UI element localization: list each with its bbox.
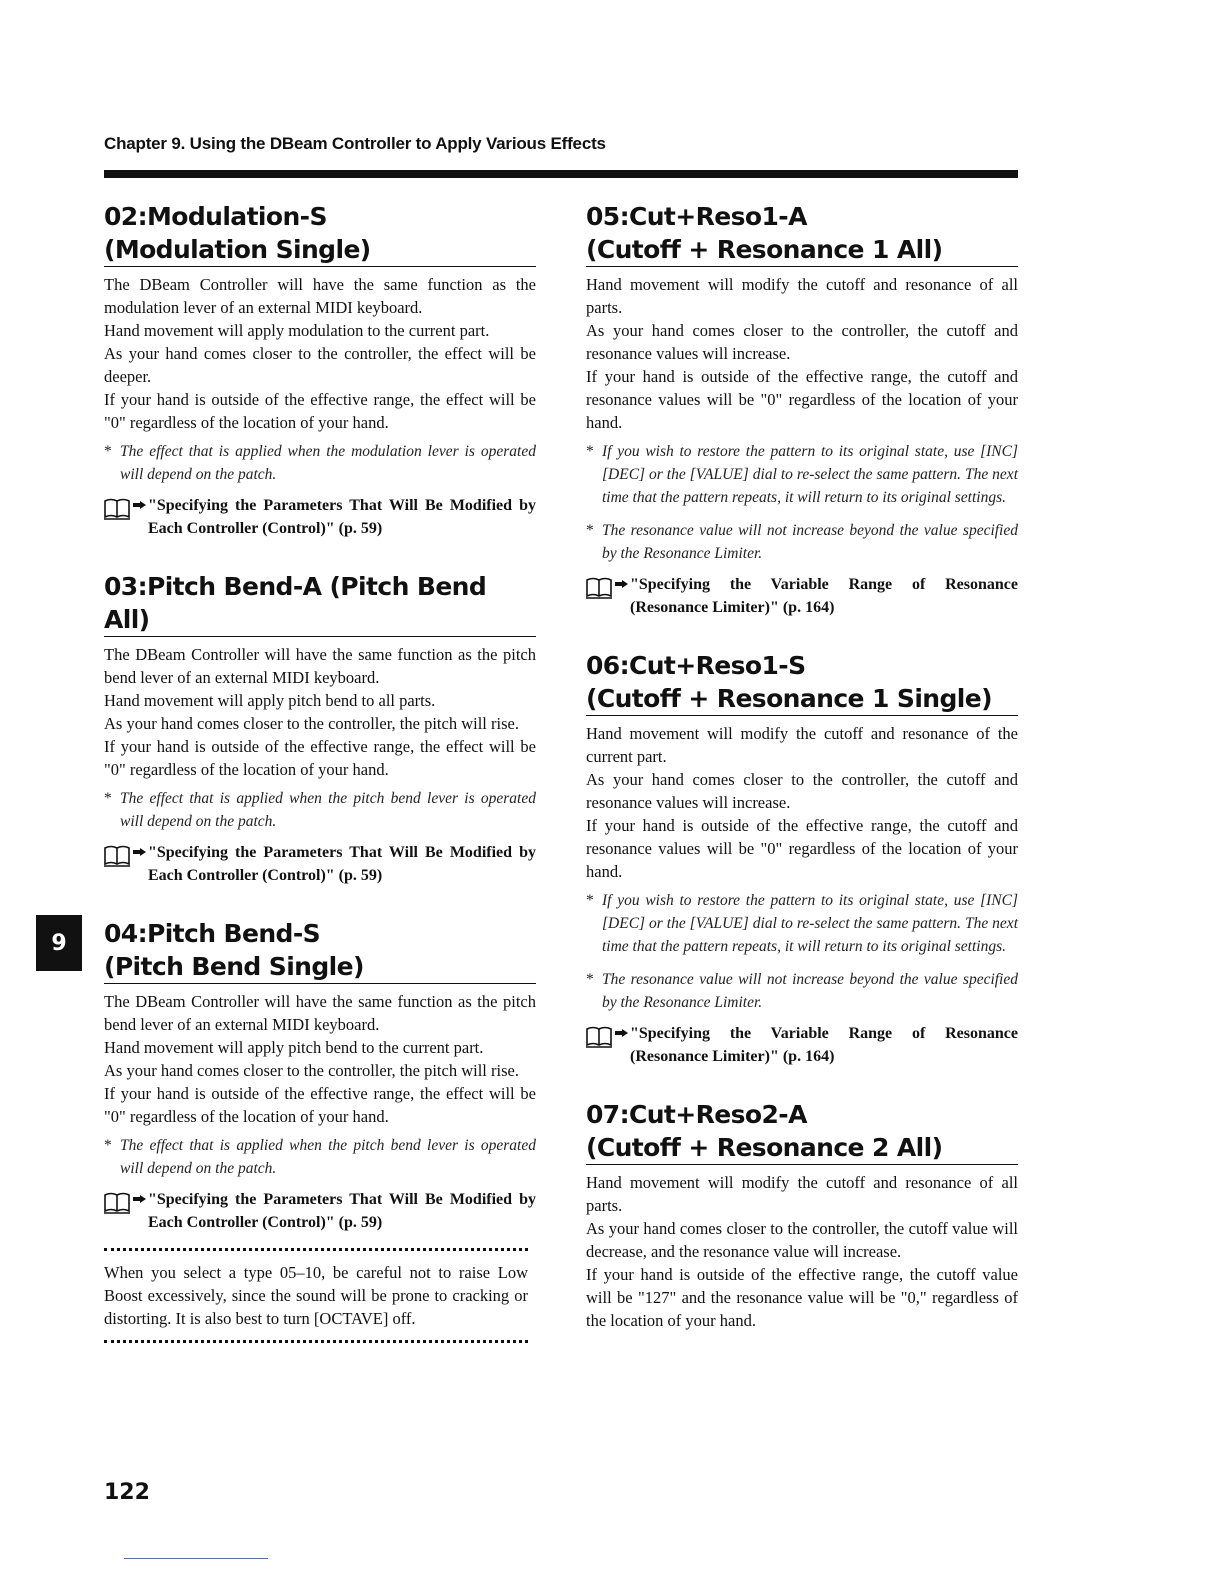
pointing-hand-icon xyxy=(133,500,147,510)
book-icon xyxy=(104,498,130,520)
chapter-header: Chapter 9. Using the DBeam Controller to Apply Various Effects xyxy=(104,134,606,153)
body-paragraph: As your hand comes closer to the controller, the pitch will rise. xyxy=(104,714,519,733)
header-rule xyxy=(104,170,1018,178)
right-column xyxy=(586,200,1018,1362)
book-icon xyxy=(104,1192,130,1214)
book-icon xyxy=(586,577,612,599)
note: * If you wish to restore the pattern to its original state, use [INC] [DEC] or the [VALUE] dial to re-select the same pattern. The next time that the pattern repeats, it will return to its original settings. xyxy=(586,892,1018,955)
cross-reference[interactable]: "Specifying the Parameters That Will Be Modified by Each Controller (Control)" (p. 59) xyxy=(104,841,536,887)
body-paragraph: As your hand comes closer to the controller, the cutoff and resonance values will increase. xyxy=(586,770,1018,812)
note: * The effect that is applied when the pitch bend lever is operated will depend on the patch. xyxy=(104,790,536,830)
body-paragraph: As your hand comes closer to the controller, the effect will be deeper. xyxy=(104,344,536,386)
body-paragraph: Hand movement will modify the cutoff and resonance of all parts. xyxy=(586,275,1018,317)
note: * The effect that is applied when the modulation lever is operated will depend on the patch. xyxy=(104,443,536,483)
pointing-hand-icon xyxy=(615,1028,629,1038)
section-title: 04:Pitch Bend-S (Pitch Bend Single) xyxy=(104,917,536,984)
section-title: 07:Cut+Reso2-A (Cutoff + Resonance 2 All) xyxy=(586,1098,1018,1165)
body-paragraph: As your hand comes closer to the controller, the cutoff and resonance values will increase. xyxy=(586,321,1018,363)
cross-reference[interactable]: "Specifying the Parameters That Will Be Modified by Each Controller (Control)" (p. 59) xyxy=(104,1188,536,1234)
section-cut-reso2-a xyxy=(586,1098,1018,1332)
body-paragraph: If your hand is outside of the effective range, the effect will be "0" regardless of the location of your hand. xyxy=(104,1084,536,1126)
section-cut-reso1-a xyxy=(586,200,1018,619)
body-paragraph: Hand movement will apply pitch bend to all parts. xyxy=(104,691,436,710)
section-title: 06:Cut+Reso1-S (Cutoff + Resonance 1 Single) xyxy=(586,649,1018,716)
section-pitch-bend-a xyxy=(104,570,536,887)
section-cut-reso1-s xyxy=(586,649,1018,1068)
body-paragraph: As your hand comes closer to the controller, the cutoff value will decrease, and the resonance value will increase. xyxy=(586,1219,1018,1261)
body-paragraph: If your hand is outside of the effective range, the cutoff and resonance values will be "0" regardless of the location of your hand. xyxy=(586,816,1018,881)
note: * The resonance value will not increase beyond the value specified by the Resonance Limiter. xyxy=(586,522,1018,562)
cross-reference[interactable]: "Specifying the Variable Range of Resonance (Resonance Limiter)" (p. 164) xyxy=(586,1022,1018,1068)
note: * If you wish to restore the pattern to its original state, use [INC] [DEC] or the [VALUE] dial to re-select the same pattern. The next time that the pattern repeats, it will return to its original settings. xyxy=(586,443,1018,506)
footer-rule xyxy=(124,1558,268,1559)
left-column xyxy=(104,200,536,1343)
body-paragraph: If your hand is outside of the effective range, the effect will be "0" regardless of the location of your hand. xyxy=(104,737,536,779)
caution-box xyxy=(104,1248,528,1343)
body-paragraph: If your hand is outside of the effective range, the cutoff value will be "127" and the resonance value will be "0," regardless of the location of your hand. xyxy=(586,1265,1018,1330)
page-number: 122 xyxy=(104,1480,150,1505)
section-pitch-bend-s xyxy=(104,917,536,1234)
book-icon xyxy=(104,845,130,867)
body-paragraph: If your hand is outside of the effective range, the cutoff and resonance values will be "0" regardless of the location of your hand. xyxy=(586,367,1018,432)
caution-text: When you select a type 05–10, be careful not to raise Low Boost excessively, since the sound will be prone to cracking or distorting. It is also best to turn [OCTAVE] off. xyxy=(104,1263,528,1328)
body-paragraph: The DBeam Controller will have the same function as the pitch bend lever of an external MIDI keyboard. xyxy=(104,645,536,687)
body-paragraph: The DBeam Controller will have the same function as the modulation lever of an external MIDI keyboard. xyxy=(104,275,536,317)
cross-reference[interactable]: "Specifying the Variable Range of Resonance (Resonance Limiter)" (p. 164) xyxy=(586,573,1018,619)
section-title: 02:Modulation-S (Modulation Single) xyxy=(104,200,536,267)
section-title: 05:Cut+Reso1-A (Cutoff + Resonance 1 All) xyxy=(586,200,1018,267)
section-modulation-s xyxy=(104,200,536,540)
note: * The resonance value will not increase beyond the value specified by the Resonance Limiter. xyxy=(586,971,1018,1011)
body-paragraph: If your hand is outside of the effective range, the effect will be "0" regardless of the location of your hand. xyxy=(104,390,536,432)
chapter-tab: 9 xyxy=(36,915,82,971)
body-paragraph: Hand movement will apply pitch bend to the current part. xyxy=(104,1038,484,1057)
pointing-hand-icon xyxy=(133,847,147,857)
cross-reference[interactable]: "Specifying the Parameters That Will Be Modified by Each Controller (Control)" (p. 59) xyxy=(104,494,536,540)
pointing-hand-icon xyxy=(615,579,629,589)
body-paragraph: As your hand comes closer to the controller, the pitch will rise. xyxy=(104,1061,519,1080)
pointing-hand-icon xyxy=(133,1194,147,1204)
body-paragraph: Hand movement will apply modulation to the current part. xyxy=(104,321,490,340)
book-icon xyxy=(586,1026,612,1048)
note: * The effect that is applied when the pitch bend lever is operated will depend on the patch. xyxy=(104,1137,536,1177)
section-title: 03:Pitch Bend-A (Pitch Bend All) xyxy=(104,570,536,637)
body-paragraph: Hand movement will modify the cutoff and resonance of the current part. xyxy=(586,724,1018,766)
body-paragraph: Hand movement will modify the cutoff and resonance of all parts. xyxy=(586,1173,1018,1215)
body-paragraph: The DBeam Controller will have the same function as the pitch bend lever of an external MIDI keyboard. xyxy=(104,992,536,1034)
